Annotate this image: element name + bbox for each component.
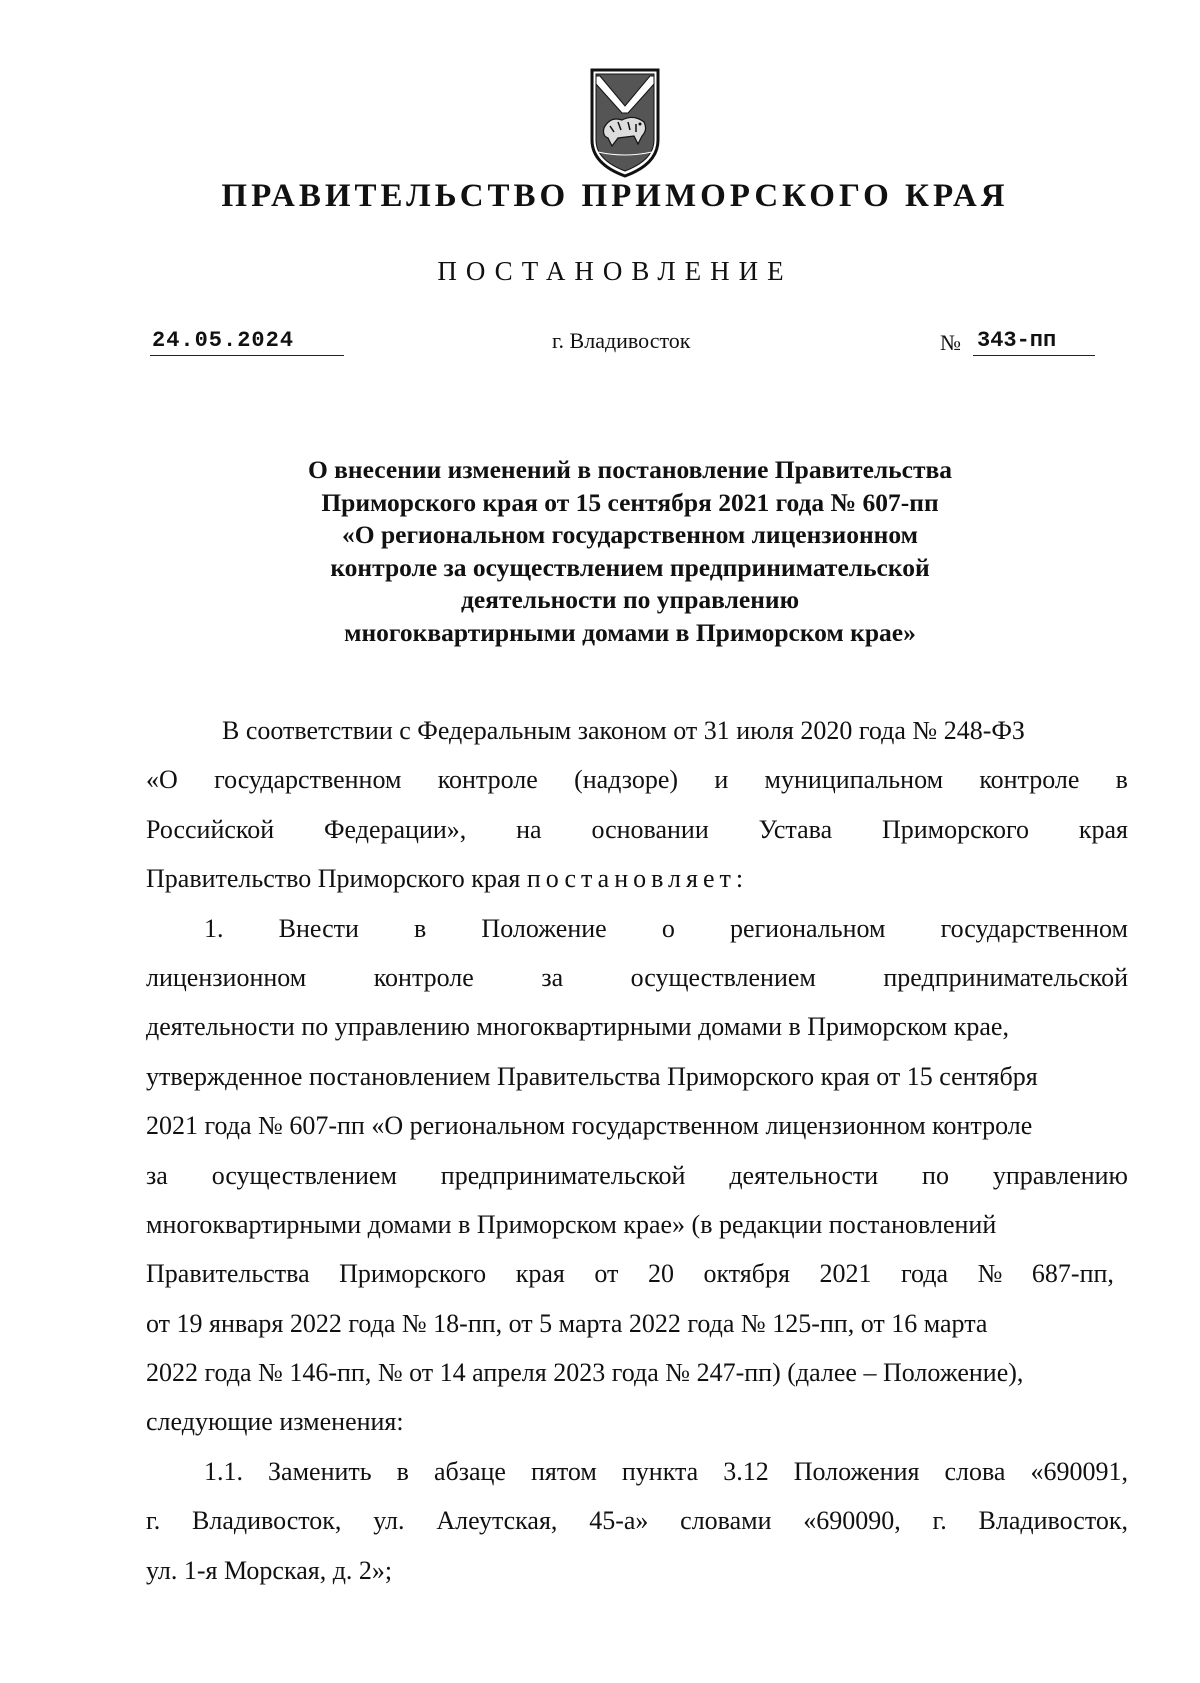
word: ул.	[373, 1506, 405, 1536]
body-line	[146, 1258, 1128, 1307]
word: в	[396, 1456, 409, 1486]
body-line	[146, 1456, 1128, 1505]
word: государственном	[940, 913, 1128, 943]
word: по	[922, 1160, 949, 1190]
body-line: деятельности по управлению многоквартирными домами в Приморском крае,	[146, 1012, 1009, 1042]
body-line: от 19 января 2022 года № 18-пп, от 5 марта 2022 года № 125-пп, от 16 марта	[146, 1308, 988, 1338]
word: 3.12	[723, 1456, 769, 1486]
word: Заменить	[268, 1456, 372, 1486]
word: пятом	[531, 1456, 597, 1486]
word: Российской	[146, 814, 275, 844]
word: Владивосток,	[192, 1506, 342, 1536]
word: г.	[146, 1506, 161, 1536]
body-line: 2022 года № 146-пп, № от 14 апреля 2023 года № 247-пп) (далее – Положение),	[146, 1358, 1024, 1388]
word: «О	[146, 765, 178, 795]
body-line	[146, 962, 1128, 1011]
word: Устава	[758, 814, 833, 844]
word: региональном	[729, 913, 886, 943]
word: государственном	[214, 765, 402, 795]
word: Внести	[278, 913, 359, 943]
word: Положение	[481, 913, 607, 943]
word: контроле	[979, 765, 1080, 795]
word: 45-а»	[589, 1506, 649, 1536]
body-line	[146, 1505, 1128, 1554]
document-city: г. Владивосток	[552, 328, 691, 353]
title-line: контроле за осуществлением предпринимательской	[330, 552, 930, 582]
word: муниципальном	[764, 765, 944, 795]
word: Приморского	[881, 814, 1029, 844]
word: за	[541, 962, 564, 992]
word: года	[901, 1259, 949, 1289]
word: о	[661, 913, 675, 943]
word: от	[594, 1259, 619, 1289]
body-line	[146, 764, 1128, 813]
word: за	[146, 1160, 168, 1190]
word: и	[714, 765, 729, 795]
title-line: «О региональном государственном лицензионном	[341, 520, 919, 549]
word: (надзоре)	[574, 765, 679, 795]
body-line	[146, 814, 1128, 863]
word: предпринимательской	[883, 962, 1128, 992]
document-number	[940, 328, 1095, 356]
number-value: 343-пп	[973, 328, 1095, 356]
body-line	[146, 863, 1128, 912]
word: края	[1078, 814, 1128, 844]
word: 2021	[819, 1259, 872, 1289]
resolves-word: постановляет:	[526, 864, 749, 894]
word: контроле	[373, 962, 474, 992]
word: словами	[680, 1506, 772, 1536]
word: предпринимательской	[440, 1160, 686, 1190]
word: края	[515, 1259, 565, 1289]
word: пункта	[621, 1456, 699, 1486]
document-title	[200, 454, 1060, 649]
document-date: 24.05.2024	[150, 328, 344, 356]
title-line: многоквартирными домами в Приморском крае»	[344, 617, 916, 647]
word: октября	[703, 1259, 790, 1289]
word: 687-пп,	[1031, 1259, 1114, 1289]
line-text: Правительство Приморского края	[146, 864, 527, 894]
word: управлению	[992, 1160, 1128, 1190]
word: основании	[591, 814, 709, 844]
body-line	[146, 1160, 1128, 1209]
word: слова	[944, 1456, 1006, 1486]
document-body	[146, 715, 1128, 1604]
word: «690090,	[803, 1506, 901, 1536]
word: Алеутская,	[436, 1506, 558, 1536]
word: «690091,	[1030, 1456, 1128, 1486]
word: Владивосток,	[978, 1506, 1128, 1536]
word: в	[414, 913, 427, 943]
document-type: ПОСТАНОВЛЕНИЕ	[437, 256, 793, 286]
word: Приморского	[339, 1259, 487, 1289]
title-line: О внесении изменений в постановление Правительства	[307, 455, 953, 484]
word: 1.	[204, 913, 224, 943]
word: деятельности	[729, 1160, 879, 1190]
body-line: ул. 1-я Морская, д. 2»;	[146, 1555, 393, 1585]
word: абзаце	[433, 1456, 506, 1486]
word: осуществлением	[211, 1160, 397, 1190]
body-line: В соответствии с Федеральным законом от 31 июля 2020 года № 248-ФЗ	[222, 716, 1025, 745]
word: №	[977, 1259, 1003, 1289]
title-line: деятельности по управлению	[460, 585, 800, 614]
word: Правительства	[146, 1259, 310, 1289]
word: 1.1.	[204, 1456, 243, 1486]
word: на	[516, 814, 542, 844]
word: лицензионном	[146, 962, 307, 992]
word: 20	[647, 1259, 674, 1289]
body-line	[146, 913, 1128, 962]
body-line: 2021 года № 607-пп «О региональном государственном лицензионном контроле	[146, 1111, 1033, 1141]
number-label: №	[940, 330, 961, 355]
body-line: утвержденное постановлением Правительства Приморского края от 15 сентября	[146, 1061, 1038, 1091]
word: г.	[932, 1506, 947, 1536]
word: осуществлением	[630, 962, 816, 992]
primorsky-krai-coat-of-arms-icon	[588, 66, 662, 180]
body-line: многоквартирными домами в Приморском крае» (в редакции постановлений	[146, 1209, 997, 1239]
word: контроле	[437, 765, 538, 795]
body-line: следующие изменения:	[146, 1407, 404, 1437]
title-line: Приморского края от 15 сентября 2021 года № 607-пп	[321, 487, 939, 517]
organization-name: ПРАВИТЕЛЬСТВО ПРИМОРСКОГО КРАЯ	[221, 178, 1009, 214]
word: Положения	[793, 1456, 920, 1486]
word: Федерации»,	[323, 814, 467, 844]
word: в	[1115, 765, 1128, 795]
